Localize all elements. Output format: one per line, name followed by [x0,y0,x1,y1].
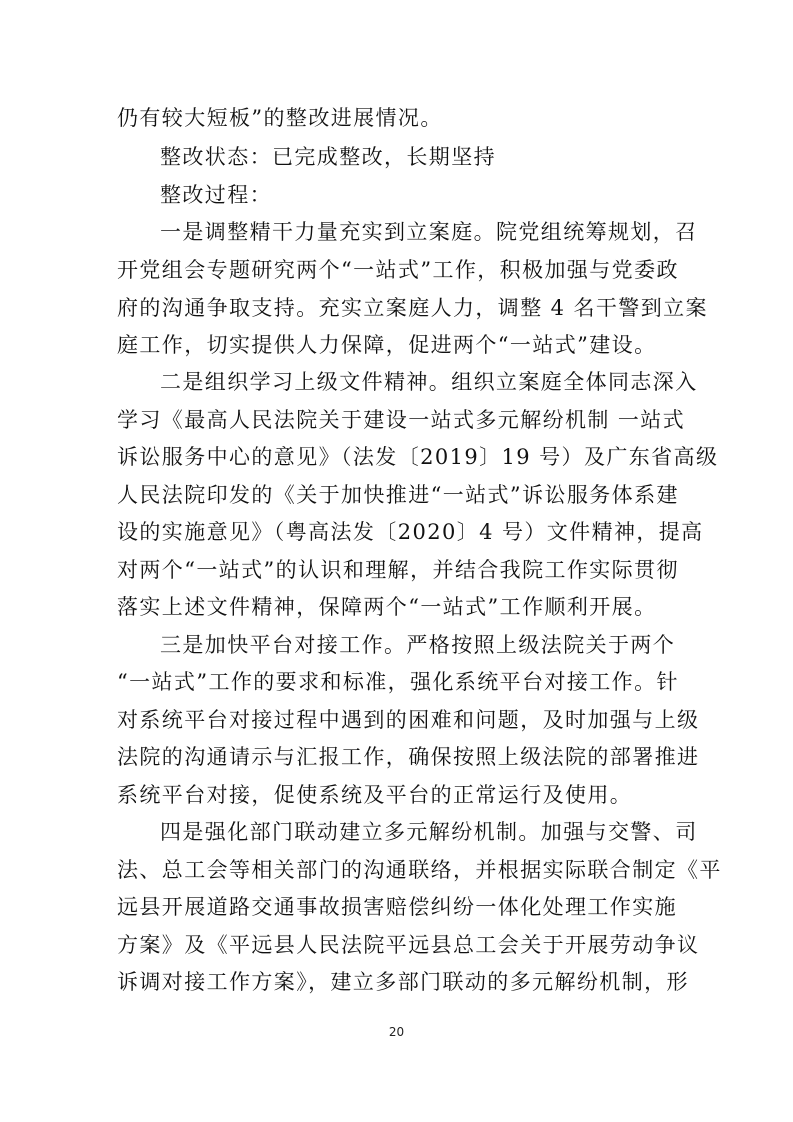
text-line: 法院的沟通请示与汇报工作，确保按照上级法院的部署推进 [117,745,700,769]
text-line: “一站式”工作的要求和标准，强化系统平台对接工作。针 [117,670,679,694]
text-line: 三是加快平台对接工作。严格按照上级法院关于两个 [160,633,676,657]
text-line: 对系统平台对接过程中遇到的困难和问题，及时加强与上级 [117,708,700,732]
text-line: 二是组织学习上级文件精神。组织立案庭全体同志深入 [160,370,698,394]
text-line: 整改过程： [160,183,272,207]
text-line: 诉讼服务中心的意见》（法发〔2019〕19 号）及广东省高级 [117,445,719,469]
text-line: 诉调对接工作方案》，建立多部门联动的多元解纷机制，形 [117,970,689,994]
text-line: 庭工作，切实提供人力保障，促进两个“一站式”建设。 [117,333,657,357]
text-line: 府的沟通争取支持。充实立案庭人力，调整 4 名干警到立案 [117,296,708,320]
text-line: 远县开展道路交通事故损害赔偿纠纷一体化处理工作实施 [117,895,677,919]
text-line: 方案》及《平远县人民法院平远县总工会关于开展劳动争议 [117,933,700,957]
text-line: 法、总工会等相关部门的沟通联络，并根据实际联合制定《平 [117,858,722,882]
page-number: 20 [388,1025,405,1039]
text-line: 对两个“一站式”的认识和理解，并结合我院工作实际贯彻 [117,558,679,582]
text-line: 四是强化部门联动建立多元解纷机制。加强与交警、司 [160,820,698,844]
text-line: 一是调整精干力量充实到立案庭。院党组统筹规划，召 [160,220,698,244]
text-line: 人民法院印发的《关于加快推进“一站式”诉讼服务体系建 [117,483,679,507]
text-line: 系统平台对接，促使系统及平台的正常运行及使用。 [117,783,633,807]
text-line: 学习《最高人民法院关于建设一站式多元解纷机制 一站式 [117,408,686,432]
text-line: 开党组会专题研究两个“一站式”工作，积极加强与党委政 [117,258,679,282]
text-line: 整改状态：已完成整改，长期坚持 [160,145,496,169]
text-line: 仍有较大短板”的整改进展情况。 [117,106,443,130]
text-line: 设的实施意见》（粤高法发〔2020〕4 号）文件精神，提高 [117,520,704,544]
text-line: 落实上述文件精神，保障两个“一站式”工作顺利开展。 [117,595,657,619]
